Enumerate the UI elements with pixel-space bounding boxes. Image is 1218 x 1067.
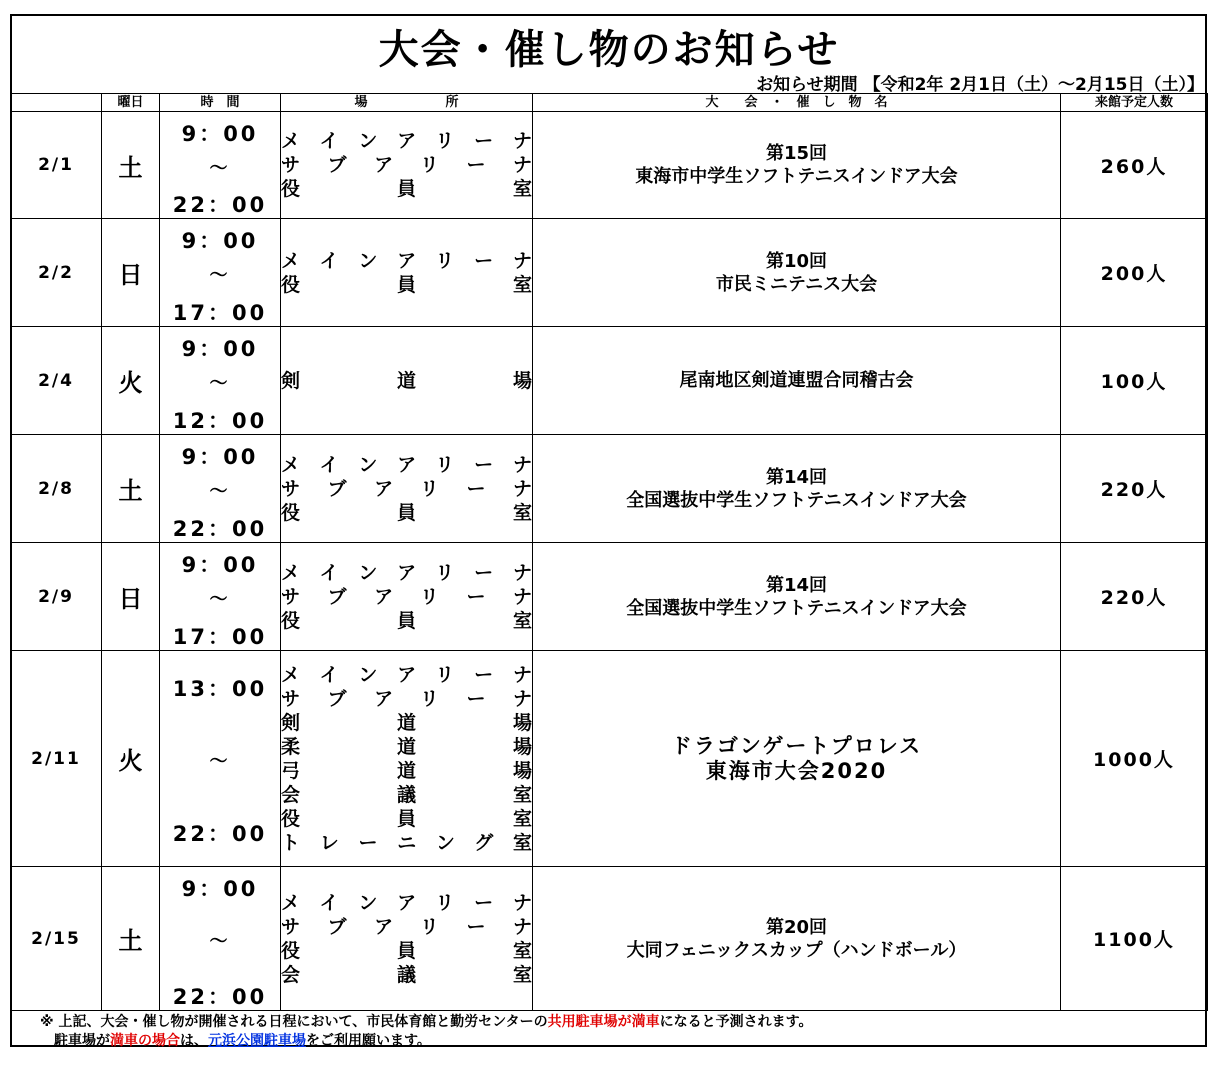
header-event: 大 会 ・ 催 し 物 名 — [533, 94, 1061, 112]
row-day-of-week: 火 — [102, 651, 160, 867]
row-attendance: 100人 — [1061, 327, 1208, 435]
place-item: 役員室 — [281, 609, 532, 632]
place-item: 弓道場 — [281, 759, 532, 782]
row-date: 2/8 — [11, 435, 102, 543]
time-separator: ～ — [209, 751, 231, 772]
row-attendance: 260人 — [1061, 112, 1208, 219]
time-start: 9：00 — [181, 445, 259, 469]
header-date — [11, 94, 102, 112]
time-start: 9：00 — [181, 553, 259, 577]
place-item: 役員室 — [281, 178, 532, 200]
row-places — [281, 327, 533, 435]
row-time — [160, 219, 281, 327]
schedule-table — [10, 93, 1208, 1011]
row-date: 2/9 — [11, 543, 102, 651]
row-day-of-week: 火 — [102, 327, 160, 435]
row-date: 2/4 — [11, 327, 102, 435]
header-dow: 曜日 — [102, 94, 160, 112]
event-line: 東海市大会2020 — [705, 758, 888, 783]
note-line1-c: になると予測されます。 — [659, 1014, 813, 1030]
note-line2-highlight: 満車の場合 — [110, 1033, 180, 1049]
row-day-of-week: 日 — [102, 543, 160, 651]
row-date: 2/2 — [11, 219, 102, 327]
row-time — [160, 867, 281, 1011]
time-end: 17：00 — [172, 301, 268, 325]
row-attendance: 220人 — [1061, 543, 1208, 651]
row-date: 2/1 — [11, 112, 102, 219]
header-count: 来館予定人数 — [1061, 94, 1208, 112]
time-start: 9：00 — [181, 337, 259, 361]
place-item: メインアリーナ — [281, 891, 532, 914]
table-header-row — [11, 94, 1208, 112]
place-item: メインアリーナ — [281, 663, 532, 686]
row-event — [533, 867, 1061, 1011]
place-item: サブアリーナ — [281, 687, 532, 710]
row-places — [281, 112, 533, 219]
place-item: 役員室 — [281, 939, 532, 962]
row-event — [533, 219, 1061, 327]
event-line: 全国選抜中学生ソフトテニスインドア大会 — [626, 597, 967, 619]
row-day-of-week: 土 — [102, 435, 160, 543]
row-date: 2/15 — [11, 867, 102, 1011]
row-places — [281, 543, 533, 651]
place-item: 剣道場 — [281, 369, 532, 392]
row-places — [281, 867, 533, 1011]
place-item: 役員室 — [281, 501, 532, 524]
row-time — [160, 435, 281, 543]
time-separator: ～ — [209, 158, 231, 179]
place-item: 役員室 — [281, 807, 532, 830]
place-item: サブアリーナ — [281, 477, 532, 500]
header-time: 時 間 — [160, 94, 281, 112]
place-item: メインアリーナ — [281, 561, 532, 584]
event-line: 全国選抜中学生ソフトテニスインドア大会 — [626, 489, 967, 511]
table-row — [11, 651, 1208, 867]
time-end: 22：00 — [172, 517, 268, 541]
time-separator: ～ — [209, 265, 231, 286]
time-end: 22：00 — [172, 985, 268, 1009]
row-day-of-week: 土 — [102, 867, 160, 1011]
row-event — [533, 435, 1061, 543]
note-line2-e: をご利用願います。 — [306, 1033, 431, 1049]
place-item: 剣道場 — [281, 711, 532, 734]
place-item: 会議室 — [281, 783, 532, 806]
place-item: メインアリーナ — [281, 249, 532, 272]
place-item: 柔道場 — [281, 735, 532, 758]
note-line1-a: ※ 上記、大会・催し物が開催される日程において、市民体育館と勤労センターの — [40, 1014, 548, 1030]
event-line: 大同フェニックスカップ（ハンドボール） — [626, 939, 967, 961]
time-separator: ～ — [209, 589, 231, 610]
time-separator: ～ — [209, 481, 231, 502]
alt-parking-link[interactable]: 元浜公園駐車場 — [208, 1033, 306, 1049]
time-end: 22：00 — [172, 822, 268, 846]
page-title: 大会・催し物のお知らせ — [378, 27, 840, 73]
place-item: サブアリーナ — [281, 154, 532, 176]
place-item: サブアリーナ — [281, 585, 532, 608]
row-places — [281, 435, 533, 543]
row-places — [281, 219, 533, 327]
event-line: 第14回 — [765, 574, 828, 596]
row-time — [160, 327, 281, 435]
time-end: 12：00 — [172, 409, 268, 433]
table-row — [11, 435, 1208, 543]
row-attendance: 200人 — [1061, 219, 1208, 327]
event-line: 市民ミニテニス大会 — [715, 273, 878, 295]
row-time — [160, 112, 281, 219]
row-event — [533, 543, 1061, 651]
place-item: 会議室 — [281, 963, 532, 986]
time-start: 9：00 — [181, 122, 259, 146]
table-row — [11, 867, 1208, 1011]
note-line2-c: は、 — [180, 1033, 208, 1049]
row-attendance: 220人 — [1061, 435, 1208, 543]
event-line: 第15回 — [765, 143, 828, 164]
row-event — [533, 327, 1061, 435]
table-row — [11, 327, 1208, 435]
event-line: 東海市中学生ソフトテニスインドア大会 — [635, 166, 958, 187]
note-line1-highlight: 共用駐車場が満車 — [547, 1014, 660, 1030]
row-event — [533, 112, 1061, 219]
row-attendance: 1000人 — [1061, 651, 1208, 867]
row-attendance: 1100人 — [1061, 867, 1208, 1011]
note-line2-a: 駐車場が — [40, 1033, 110, 1049]
event-line: 尾南地区剣道連盟合同稽古会 — [679, 370, 914, 391]
row-date: 2/11 — [11, 651, 102, 867]
place-item: メインアリーナ — [281, 453, 532, 476]
table-row — [11, 112, 1208, 219]
row-places — [281, 651, 533, 867]
parking-note — [40, 1013, 813, 1051]
row-event — [533, 651, 1061, 867]
event-line: 第20回 — [765, 916, 828, 938]
row-day-of-week: 日 — [102, 219, 160, 327]
table-row — [11, 219, 1208, 327]
place-item: 役員室 — [281, 273, 532, 296]
time-start: 13：00 — [172, 677, 268, 701]
time-start: 9：00 — [181, 877, 259, 901]
header-place: 場 所 — [281, 94, 533, 112]
time-separator: ～ — [209, 931, 231, 952]
time-start: 9：00 — [181, 229, 259, 253]
event-line: ドラゴンゲートプロレス — [670, 733, 923, 758]
row-time — [160, 543, 281, 651]
notice-period: お知らせ期間 【令和2年 2月1日（土）～2月15日（土）】 — [756, 75, 1204, 95]
row-day-of-week: 土 — [102, 112, 160, 219]
time-end: 22：00 — [172, 193, 268, 217]
time-end: 17：00 — [172, 625, 268, 649]
place-item: トレーニング室 — [281, 831, 532, 854]
place-item: メインアリーナ — [281, 130, 532, 152]
time-separator: ～ — [209, 373, 231, 394]
row-time — [160, 651, 281, 867]
event-line: 第14回 — [765, 466, 828, 488]
event-line: 第10回 — [765, 250, 828, 272]
table-row — [11, 543, 1208, 651]
place-item: サブアリーナ — [281, 915, 532, 938]
